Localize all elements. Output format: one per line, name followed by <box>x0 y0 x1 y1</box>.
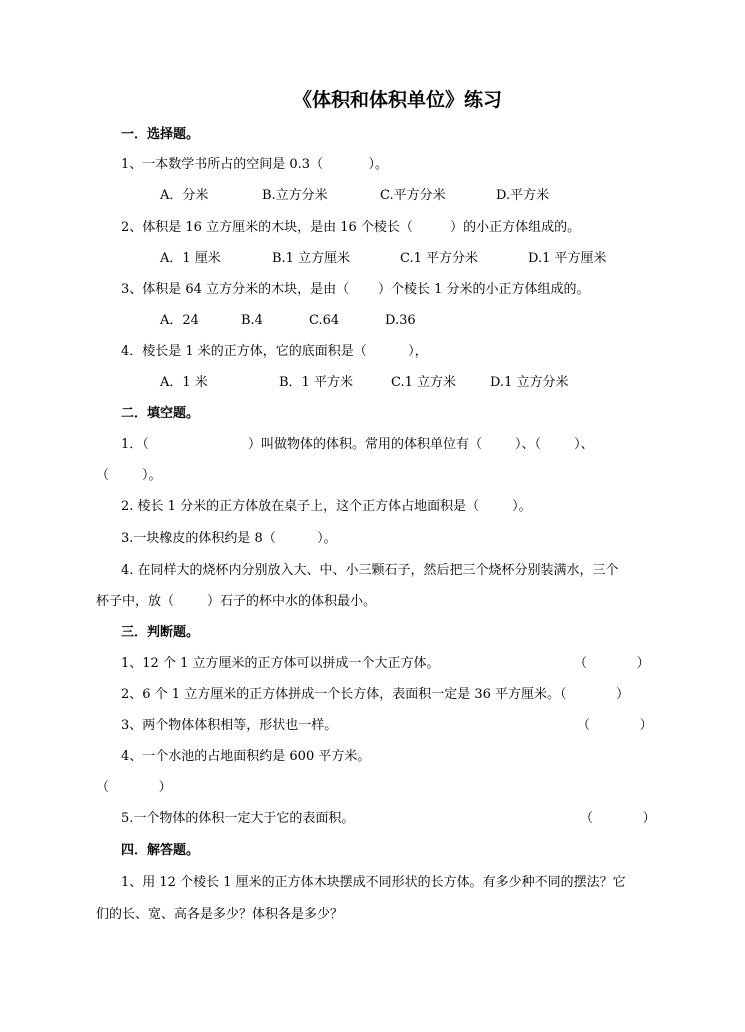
choice-q1-option-c: C.平方分米 <box>380 188 446 203</box>
section-heading-solve: 四．解答题。 <box>121 843 200 858</box>
fill-question-4-line-2: 杯子中，放（ ）石子的杯中水的体积最小。 <box>96 594 377 609</box>
judge-q3-answer-blank: （ ） <box>577 718 653 733</box>
judge-question-2: 2、6 个 1 立方厘米的正方体拼成一个长方体，表面积一定是 36 平方厘米。（ ） <box>121 687 630 702</box>
judge-q1-answer-blank: （ ） <box>574 656 650 671</box>
choice-q2-option-d: D.1 平方厘米 <box>528 251 607 266</box>
judge-question-4: 4、一个水池的占地面积约是 600 平方米。 <box>121 749 371 764</box>
choice-question-3: 3、体积是 64 立方分米的木块，是由（ ）个棱长 1 分米的小正方体组成的。 <box>121 282 590 297</box>
choice-q3-option-d: D.36 <box>385 313 416 328</box>
choice-q2-option-c: C.1 平方分米 <box>400 251 479 266</box>
judge-question-5: 5.一个物体的体积一定大于它的表面积。 <box>121 811 355 826</box>
choice-question-1: 1、一本数学书所占的空间是 0.3（ ）。 <box>121 157 389 172</box>
section-heading-choice: 一．选择题。 <box>121 127 200 142</box>
choice-q4-option-c: C.1 立方米 <box>391 375 457 390</box>
fill-question-3: 3.一块橡皮的体积约是 8（ ）。 <box>121 531 337 546</box>
judge-q4-answer-blank: （ ） <box>96 780 172 795</box>
solve-question-1-line-1: 1、用 12 个棱长 1 厘米的正方体木块摆成不同形状的长方体。有多少种不同的摆法？它 <box>121 875 626 890</box>
judge-question-1: 1、12 个 1 立方厘米的正方体可以拼成一个大正方体。 <box>121 656 440 671</box>
judge-question-3: 3、两个物体体积相等，形状也一样。 <box>121 718 338 733</box>
fill-question-1-line-1: 1．（ ）叫做物体的体积。常用的体积单位有（ ）、（ ）、 <box>121 437 594 452</box>
judge-q5-answer-blank: （ ） <box>580 811 656 826</box>
choice-q1-option-b: B.立方分米 <box>262 188 328 203</box>
solve-question-1-line-2: 们的长、宽、高各是多少？体积各是多少？ <box>96 907 344 922</box>
page-title: 《体积和体积单位》练习 <box>292 89 502 111</box>
choice-q4-option-b: B．1 平方米 <box>279 375 353 390</box>
choice-q3-option-b: B.4 <box>241 313 263 328</box>
choice-q1-option-a: A．分米 <box>160 188 209 203</box>
choice-q2-option-a: A．1 厘米 <box>160 251 221 266</box>
fill-question-2: 2. 棱长 1 分米的正方体放在桌子上，这个正方体占地面积是（ ）。 <box>121 499 532 514</box>
choice-q4-option-a: A．1 米 <box>160 375 208 390</box>
choice-q4-option-d: D.1 立方分米 <box>490 375 569 390</box>
section-heading-judge: 三．判断题。 <box>121 625 200 640</box>
section-heading-fill: 二．填空题。 <box>121 406 200 421</box>
fill-question-4-line-1: 4. 在同样大的烧杯内分别放入大、中、小三颗石子，然后把三个烧杯分别装满水，三个 <box>121 563 619 578</box>
choice-question-2: 2、体积是 16 立方厘米的木块，是由 16 个棱长（ ）的小正方体组成的。 <box>121 220 581 235</box>
choice-q2-option-b: B.1 立方厘米 <box>272 251 351 266</box>
fill-question-1-line-2: （ ）。 <box>96 468 162 483</box>
choice-question-4: 4．棱长是 1 米的正方体，它的底面积是（ ）， <box>121 344 428 359</box>
choice-q3-option-c: C.64 <box>309 313 340 328</box>
choice-q1-option-d: D.平方米 <box>496 188 550 203</box>
choice-q3-option-a: A．24 <box>160 313 199 328</box>
